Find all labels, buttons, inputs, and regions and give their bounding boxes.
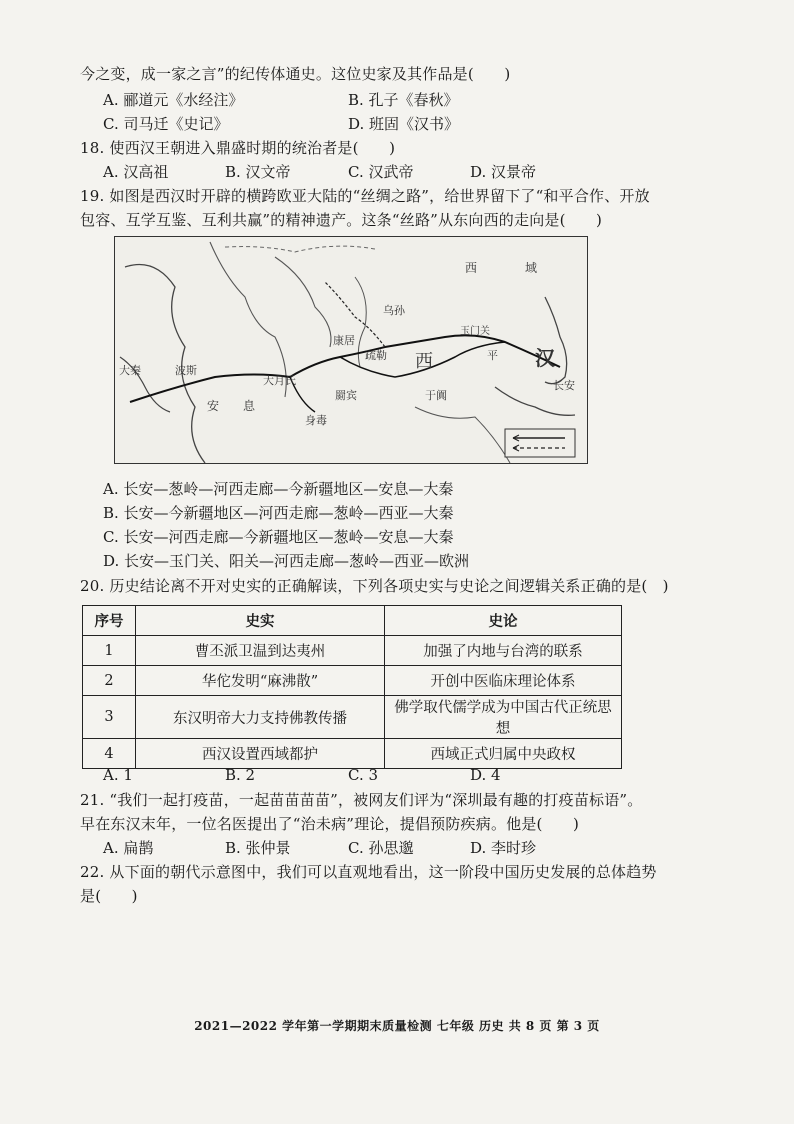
- q19-stem-line1: 19. 如图是西汉时开辟的横跨欧亚大陆的“丝绸之路”，给世界留下了“和平合作、开放: [80, 187, 650, 205]
- map-label-shu: 身毒: [305, 414, 327, 427]
- q19-option-a[interactable]: A. 长安—葱岭—河西走廊—今新疆地区—安息—大秦: [103, 480, 454, 498]
- map-label-bo: 波斯: [175, 364, 197, 377]
- q19-option-c[interactable]: C. 长安—河西走廊—今新疆地区—葱岭—安息—大秦: [103, 528, 454, 546]
- map-label-xi: 西: [415, 351, 433, 372]
- q18-option-d[interactable]: D. 汉景帝: [470, 163, 537, 181]
- table-row: [83, 739, 622, 769]
- q17-stem-tail: 今之变，成一家之言”的纪传体通史。这位史家及其作品是( ): [80, 65, 511, 83]
- table-cell-index: 1: [83, 636, 136, 666]
- q21-option-c[interactable]: C. 孙思邈: [348, 839, 414, 857]
- q19-option-d[interactable]: D. 长安—玉门关、阳关—河西走廊—葱岭—西亚—欧洲: [103, 552, 470, 570]
- q18-stem: 18. 使西汉王朝进入鼎盛时期的统治者是( ): [80, 139, 396, 157]
- q19-stem-line2: 包容、互学互鉴、互利共赢”的精神遗产。这条“丝路”从东向西的走向是( ): [80, 211, 603, 229]
- q22-stem-line2: 是( ): [80, 887, 138, 905]
- map-label-anxi: 安 息: [207, 399, 256, 413]
- table-cell-fact: 华佗发明“麻沸散”: [136, 666, 385, 696]
- table-cell-index: 2: [83, 666, 136, 696]
- q22-stem-line1: 22. 从下面的朝代示意图中，我们可以直观地看出，这一阶段中国历史发展的总体趋势: [80, 863, 657, 881]
- map-label-changan: 长安: [553, 379, 575, 392]
- table-row: [83, 666, 622, 696]
- map-label-dayuan: 大月氏: [263, 374, 296, 387]
- table-cell-conclusion: 西域正式归属中央政权: [385, 739, 622, 769]
- table-header-index: 序号: [83, 606, 136, 636]
- map-label-ci: 罽宾: [335, 389, 357, 402]
- q20-option-b[interactable]: B. 2: [225, 766, 256, 784]
- q17-option-d[interactable]: D. 班固《汉书》: [348, 115, 460, 133]
- q17-option-b[interactable]: B. 孔子《春秋》: [348, 91, 459, 109]
- q18-option-c[interactable]: C. 汉武帝: [348, 163, 414, 181]
- q20-option-d[interactable]: D. 4: [470, 766, 501, 784]
- table-cell-conclusion: 开创中医临床理论体系: [385, 666, 622, 696]
- page-footer: 2021—2022 学年第一学期期末质量检测 七年级 历史 共 8 页 第 3 页: [194, 1019, 600, 1033]
- q21-stem-line1: 21. “我们一起打疫苗，一起苗苗苗苗”，被网友们评为“深圳最有趣的打疫苗标语”。: [80, 791, 643, 809]
- q17-option-c[interactable]: C. 司马迁《史记》: [103, 115, 229, 133]
- table-header-conclusion: 史论: [385, 606, 622, 636]
- table-row: [83, 636, 622, 666]
- q17-option-a[interactable]: A. 郦道元《水经注》: [103, 91, 244, 109]
- table-cell-fact: 东汉明帝大力支持佛教传播: [136, 696, 385, 739]
- map-label-kangju: 康居: [333, 334, 355, 347]
- q20-stem: 20. 历史结论离不开对史实的正确解读，下列各项史实与史论之间逻辑关系正确的是( ): [80, 577, 669, 595]
- silk-road-map: [114, 236, 588, 464]
- table-cell-index: 3: [83, 696, 136, 739]
- q18-option-b[interactable]: B. 汉文帝: [225, 163, 291, 181]
- table-cell-conclusion: 加强了内地与台湾的联系: [385, 636, 622, 666]
- map-label-daqin: 大秦: [119, 364, 141, 377]
- map-label-xiyu: 西 域: [465, 261, 538, 275]
- q21-stem-line2: 早在东汉末年，一位名医提出了“治未病”理论，提倡预防疾病。他是( ): [80, 815, 580, 833]
- q21-option-a[interactable]: A. 扁鹊: [103, 839, 154, 857]
- map-label-ping: 平: [487, 349, 498, 362]
- q20-option-a[interactable]: A. 1: [103, 766, 133, 784]
- table-cell-index: 4: [83, 739, 136, 769]
- q21-option-d[interactable]: D. 李时珍: [470, 839, 537, 857]
- map-label-lei: 疏勒: [365, 349, 387, 362]
- map-label-han: 汉: [535, 346, 555, 370]
- map-label-zhu: 于阗: [425, 389, 447, 402]
- map-label-qiuci: 乌孙: [383, 304, 405, 317]
- history-table: [82, 605, 622, 769]
- table-cell-fact: 曹丕派卫温到达夷州: [136, 636, 385, 666]
- q20-option-c[interactable]: C. 3: [348, 766, 379, 784]
- q18-option-a[interactable]: A. 汉高祖: [103, 163, 169, 181]
- table-cell-conclusion: 佛学取代儒学成为中国古代正统思想: [385, 696, 622, 739]
- map-label-wang: 玉门关: [460, 326, 490, 337]
- table-row: [83, 696, 622, 739]
- q19-option-b[interactable]: B. 长安—今新疆地区—河西走廊—葱岭—西亚—大秦: [103, 504, 454, 522]
- q21-option-b[interactable]: B. 张仲景: [225, 839, 291, 857]
- table-cell-fact: 西汉设置西域都护: [136, 739, 385, 769]
- table-header-fact: 史实: [136, 606, 385, 636]
- table-header-row: [83, 606, 622, 636]
